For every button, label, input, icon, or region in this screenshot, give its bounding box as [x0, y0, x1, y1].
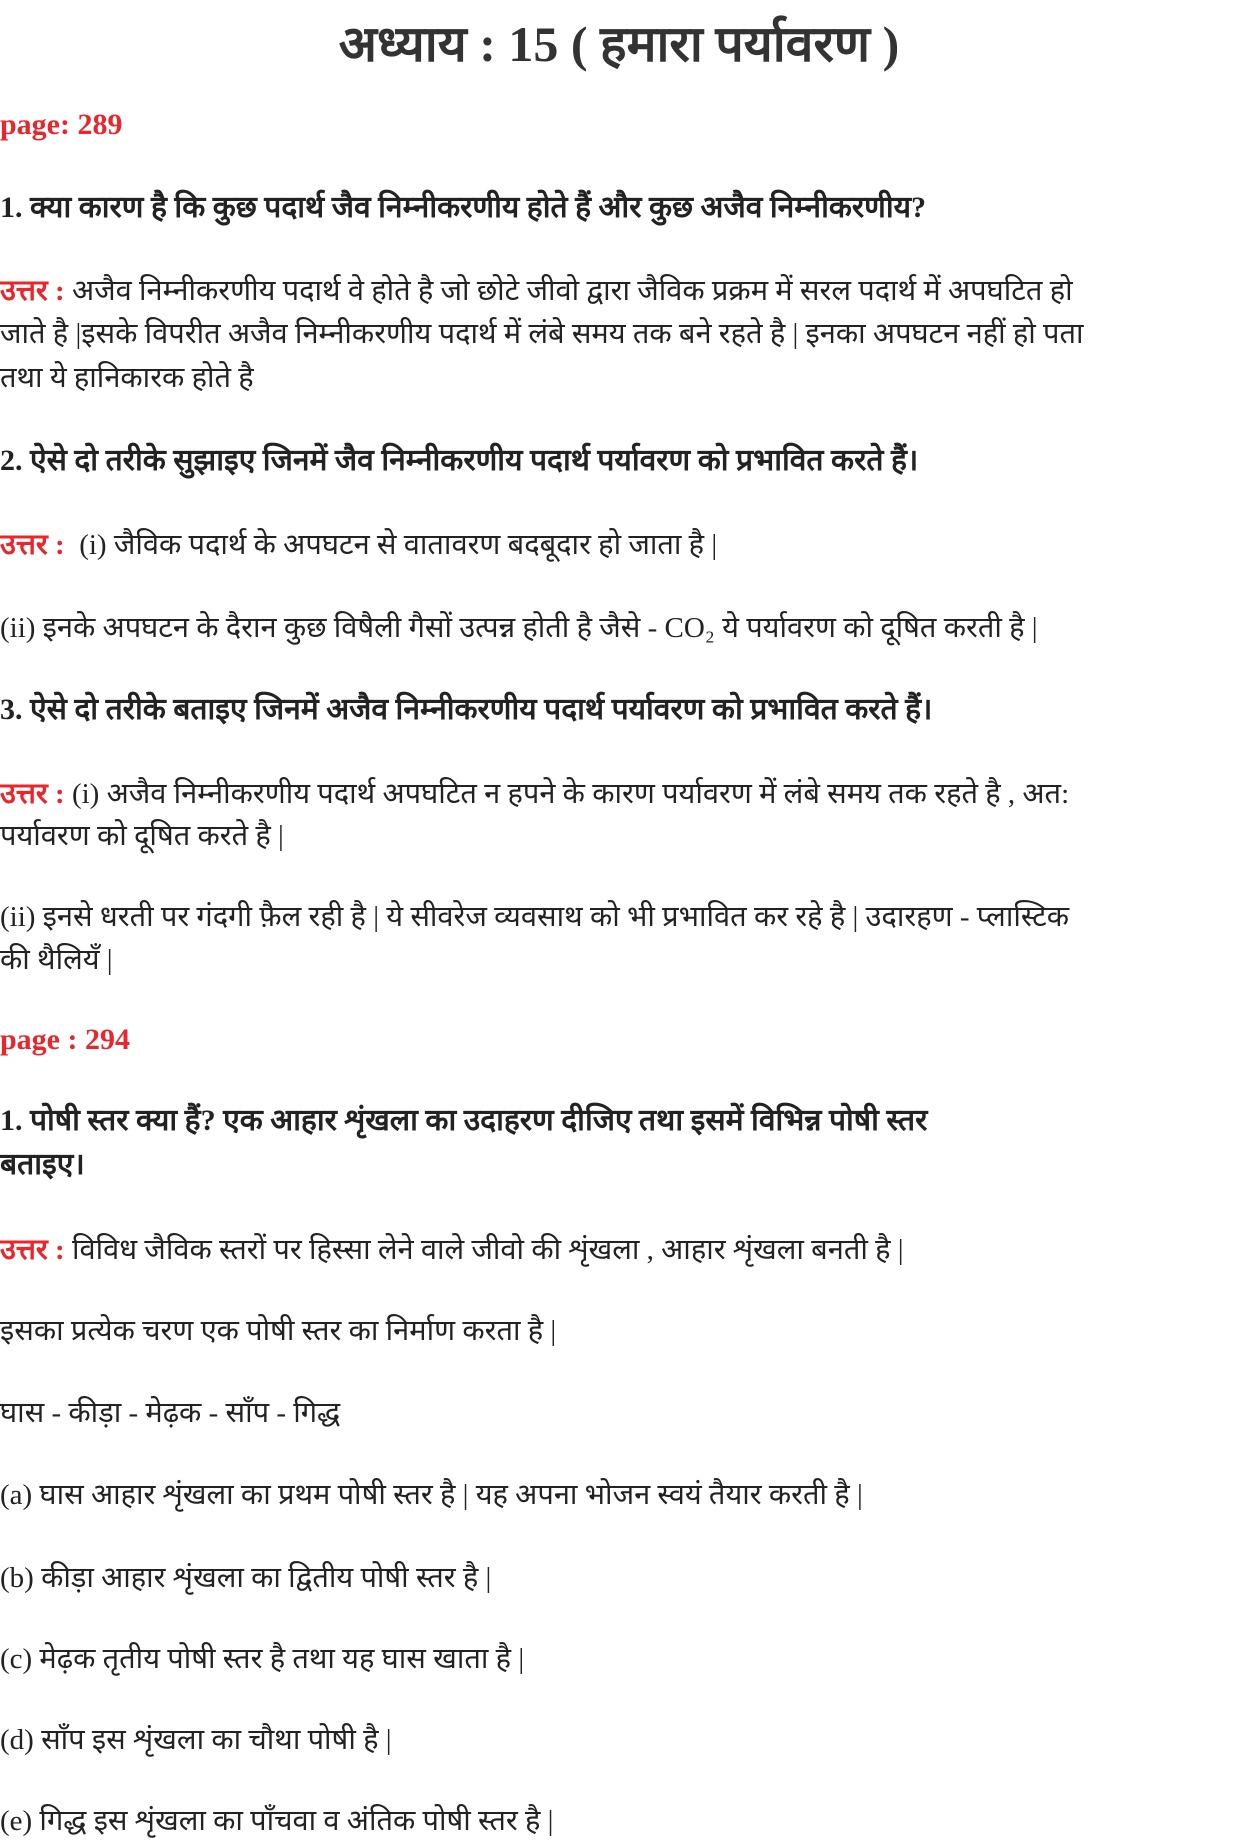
answer-line: जाते है |इसके विपरीत अजैव निम्नीकरणीय पदार्थ में लंबे समय तक बने रहते है | इनका अपघटन नहीं हो पता	[0, 318, 1084, 350]
question: 1. क्या कारण है कि कुछ पदार्थ जैव निम्नीकरणीय होते हैं और कुछ अजैव निम्नीकरणीय?	[0, 191, 927, 224]
question: 3. ऐसे दो तरीके बताइए जिनमें अजैव निम्नीकरणीय पदार्थ पर्यावरण को प्रभावित करते हैं।	[0, 693, 933, 726]
answer-label: उत्तर :	[0, 275, 65, 307]
answer-line: की थैलियँ |	[0, 944, 113, 976]
answer-label: उत्तर :	[0, 1234, 65, 1266]
answer-label: उत्तर :	[0, 529, 65, 561]
chapter-title: अध्याय : 15 ( हमारा पर्यावरण )	[338, 16, 900, 72]
answer-line: (d) साँप इस शृंखला का चौथा पोषी है |	[0, 1724, 392, 1756]
answer-line: तथा ये हानिकारक होते है	[0, 362, 254, 394]
answer-line: उत्तर : अजैव निम्नीकरणीय पदार्थ वे होते है जो छोटे जीवो द्वारा जैविक प्रक्रम में सरल पदार्थ में अपघटित हो	[0, 275, 1073, 307]
answer-line: (a) घास आहार शृंखला का प्रथम पोषी स्तर है | यह अपना भोजन स्वयं तैयार करती है |	[0, 1479, 863, 1511]
answer-line: (b) कीड़ा आहार शृंखला का द्वितीय पोषी स्तर है |	[0, 1562, 492, 1594]
answer-line: (c) मेढ़क तृतीय पोषी स्तर है तथा यह घास खाता है |	[0, 1643, 525, 1675]
food-chain: घास - कीड़ा - मेढ़क - साँप - गिद्ध	[0, 1397, 341, 1429]
question: 1. पोषी स्तर क्या हैं? एक आहार शृंखला का उदाहरण दीजिए तथा इसमें विभिन्न पोषी स्तर	[0, 1104, 928, 1137]
answer-line: (ii) इनके अपघटन के दैरान कुछ विषैली गैसों उत्पन्न होती है जैसे - CO₂ ये पर्यावरण को दूषित करती है |	[0, 612, 1038, 644]
answer-line: इसका प्रत्येक चरण एक पोषी स्तर का निर्माण करता है |	[0, 1315, 557, 1347]
answer-line: पर्यावरण को दूषित करते है |	[0, 820, 284, 852]
question: बताइए।	[0, 1148, 85, 1181]
answer-label: उत्तर :	[0, 778, 65, 810]
page-marker: page : 294	[0, 1023, 130, 1056]
page-marker: page: 289	[0, 108, 123, 141]
answer-line: उत्तर : (i) जैविक पदार्थ के अपघटन से वातावरण बदबूदार हो जाता है |	[0, 529, 718, 561]
question: 2. ऐसे दो तरीके सुझाइए जिनमें जैव निम्नीकरणीय पदार्थ पर्यावरण को प्रभावित करते हैं।	[0, 444, 919, 477]
answer-line: (e) गिद्ध इस शृंखला का पाँचवा व अंतिक पोषी स्तर है |	[0, 1805, 554, 1837]
answer-line: (ii) इनसे धरती पर गंदगी फ़ैल रही है | ये सीवरेज व्यवसाथ को भी प्रभावित कर रहे है | उदारहण - प्लास्टिक	[0, 901, 1070, 933]
answer-line: उत्तर : (i) अजैव निम्नीकरणीय पदार्थ अपघटित न हपने के कारण पर्यावरण में लंबे समय तक रहते है , अत:	[0, 778, 1070, 810]
answer-line: उत्तर : विविध जैविक स्तरों पर हिस्सा लेने वाले जीवो की शृंखला , आहार शृंखला बनती है |	[0, 1234, 904, 1266]
